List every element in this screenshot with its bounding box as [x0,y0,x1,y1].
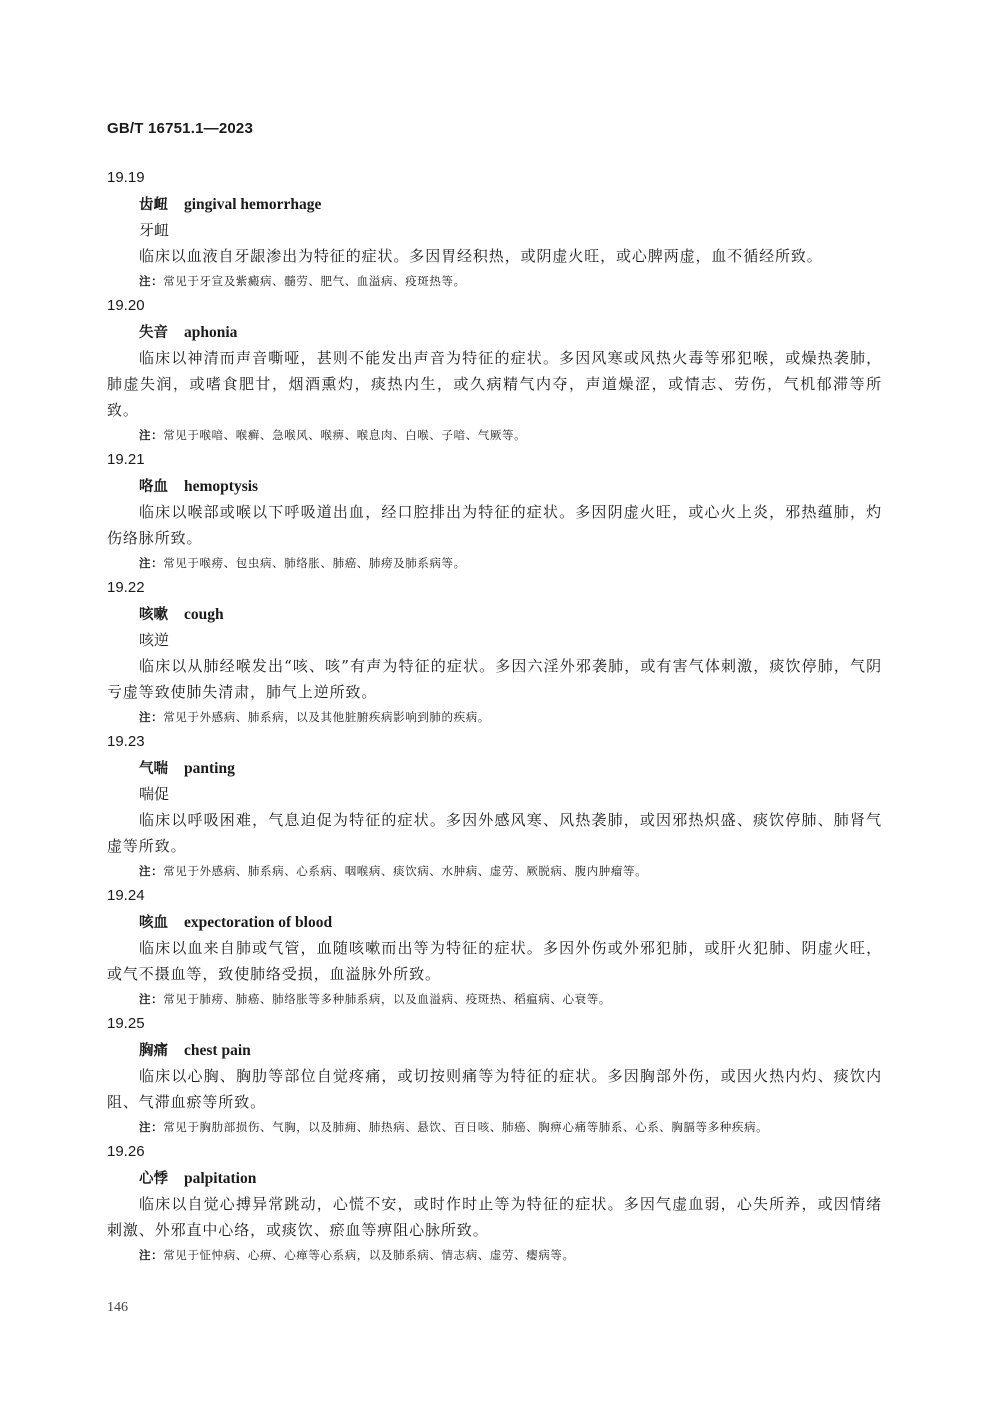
term-definition: 临床以呼吸困难，气息迫促为特征的症状。多因外感风寒、风热袭肺，或因邪热炽盛、痰饮停肺、肺肾气虚等所致。 [107,811,882,855]
term-chinese: 胸痛 [139,1043,168,1059]
term-line [107,1165,882,1191]
term-note [107,1243,882,1267]
standard-code-header: GB/T 16751.1—2023 [107,120,253,137]
entry-number: 19.20 [107,297,145,314]
term-definition: 临床以心胸、胸肋等部位自觉疼痛，或切按则痛等为特征的症状。多因胸部外伤，或因火热内灼、痰饮内阻、气滞血瘀等所致。 [107,1067,882,1111]
term-definition: 临床以从肺经喉发出“咳、咳”有声为特征的症状。多因六淫外邪袭肺，或有害气体刺激，痰饮停肺，气阴亏虚等致使肺失清肃，肺气上逆所致。 [107,657,882,701]
term-definition: 临床以血液自牙龈渗出为特征的症状。多因胃经积热，或阴虚火旺，或心脾两虚，血不循经所致。 [139,247,823,265]
term-line [107,319,882,345]
note-label: 注： [139,1248,164,1262]
term-entry [107,1011,882,1139]
term-line [107,601,882,627]
note-text: 常见于外感病、肺系病、心系病、咽喉病、痰饮病、水肿病、虚劳、厥脱病、腹内肿瘤等。 [163,864,648,878]
term-chinese: 咯血 [139,479,168,495]
term-definition: 临床以血来自肺或气管，血随咳嗽而出等为特征的症状。多因外伤或外邪犯肺，或肝火犯肺、阴虚火旺，或气不摄血等，致使肺络受损，血溢脉外所致。 [107,939,882,983]
note-label: 注： [139,992,164,1006]
term-definition: 临床以自觉心搏异常跳动，心慌不安，或时作时止等为特征的症状。多因气虚血弱，心失所养，或因情绪刺激、外邪直中心络，或痰饮、瘀血等痹阻心脉所致。 [107,1195,882,1239]
term-english: hemoptysis [184,478,259,495]
term-note [107,859,882,883]
term-line [107,1037,882,1063]
note-text: 常见于外感病、肺系病，以及其他脏腑疾病影响到肺的疾病。 [163,710,490,724]
term-line [107,909,882,935]
term-note [107,987,882,1011]
term-english: palpitation [184,1170,257,1187]
term-entry [107,575,882,729]
entry-number: 19.26 [107,1143,145,1160]
note-label: 注： [139,274,164,288]
term-entry [107,883,882,1011]
term-chinese: 咳血 [139,915,168,931]
term-note [107,705,882,729]
term-line [107,473,882,499]
page-number: 146 [107,1300,128,1315]
note-text: 常见于喉痨、包虫病、肺络胀、肺癌、肺痨及肺系病等。 [163,556,466,570]
term-synonym: 喘促 [139,785,170,803]
term-english: aphonia [184,324,238,341]
term-chinese: 心悸 [139,1171,168,1187]
term-note [107,423,882,447]
term-english: gingival hemorrhage [184,196,322,213]
term-entry [107,729,882,883]
term-definition: 临床以神清而声音嘶哑，甚则不能发出声音为特征的症状。多因风寒或风热火毒等邪犯喉，或燥热袭肺，肺虚失润，或嗜食肥甘，烟酒熏灼，痰热内生，或久病精气内夺，声道燥涩，或情志、劳伤，气机郁滞等所致。 [107,349,882,419]
term-chinese: 失音 [139,325,168,341]
note-text: 常见于肺痨、肺癌、肺络胀等多种肺系病，以及血溢病、疫斑热、稻瘟病、心衰等。 [163,992,611,1006]
term-note [107,551,882,575]
term-english: panting [184,760,235,777]
entry-number: 19.19 [107,169,145,186]
term-chinese: 齿衄 [139,197,168,213]
entry-number: 19.23 [107,733,145,750]
note-label: 注： [139,428,164,442]
term-entry [107,293,882,447]
term-note [107,269,882,293]
term-definition: 临床以喉部或喉以下呼吸道出血，经口腔排出为特征的症状。多因阴虚火旺，或心火上炎，邪热蕴肺，灼伤络脉所致。 [107,503,882,547]
term-synonym: 咳逆 [139,631,170,649]
term-synonym: 牙衄 [139,221,170,239]
note-label: 注： [139,556,164,570]
term-english: cough [184,606,224,623]
note-label: 注： [139,710,164,724]
term-entry [107,165,882,293]
term-line [107,755,882,781]
entry-number: 19.21 [107,451,145,468]
term-note [107,1115,882,1139]
entry-list [107,165,882,1267]
term-chinese: 气喘 [139,761,168,777]
note-text: 常见于喉喑、喉癣、急喉风、喉痹、喉息肉、白喉、子喑、气厥等。 [163,428,527,442]
term-entry [107,447,882,575]
term-english: expectoration of blood [184,914,333,931]
term-english: chest pain [184,1042,251,1059]
entry-number: 19.22 [107,579,145,596]
term-line [107,191,882,217]
note-label: 注： [139,1120,164,1134]
term-entry [107,1139,882,1267]
note-text: 常见于胸肋部损伤、气胸，以及肺痈、肺热病、悬饮、百日咳、肺癌、胸痹心痛等肺系、心系、胸膈等多种疾病。 [163,1120,769,1134]
term-chinese: 咳嗽 [139,607,168,623]
entry-number: 19.25 [107,1015,145,1032]
note-text: 常见于怔忡病、心痹、心瘅等心系病，以及肺系病、情志病、虚劳、瘿病等。 [163,1248,575,1262]
note-label: 注： [139,864,164,878]
entry-number: 19.24 [107,887,145,904]
note-text: 常见于牙宣及紫癜病、髓劳、肥气、血溢病、疫斑热等。 [163,274,466,288]
